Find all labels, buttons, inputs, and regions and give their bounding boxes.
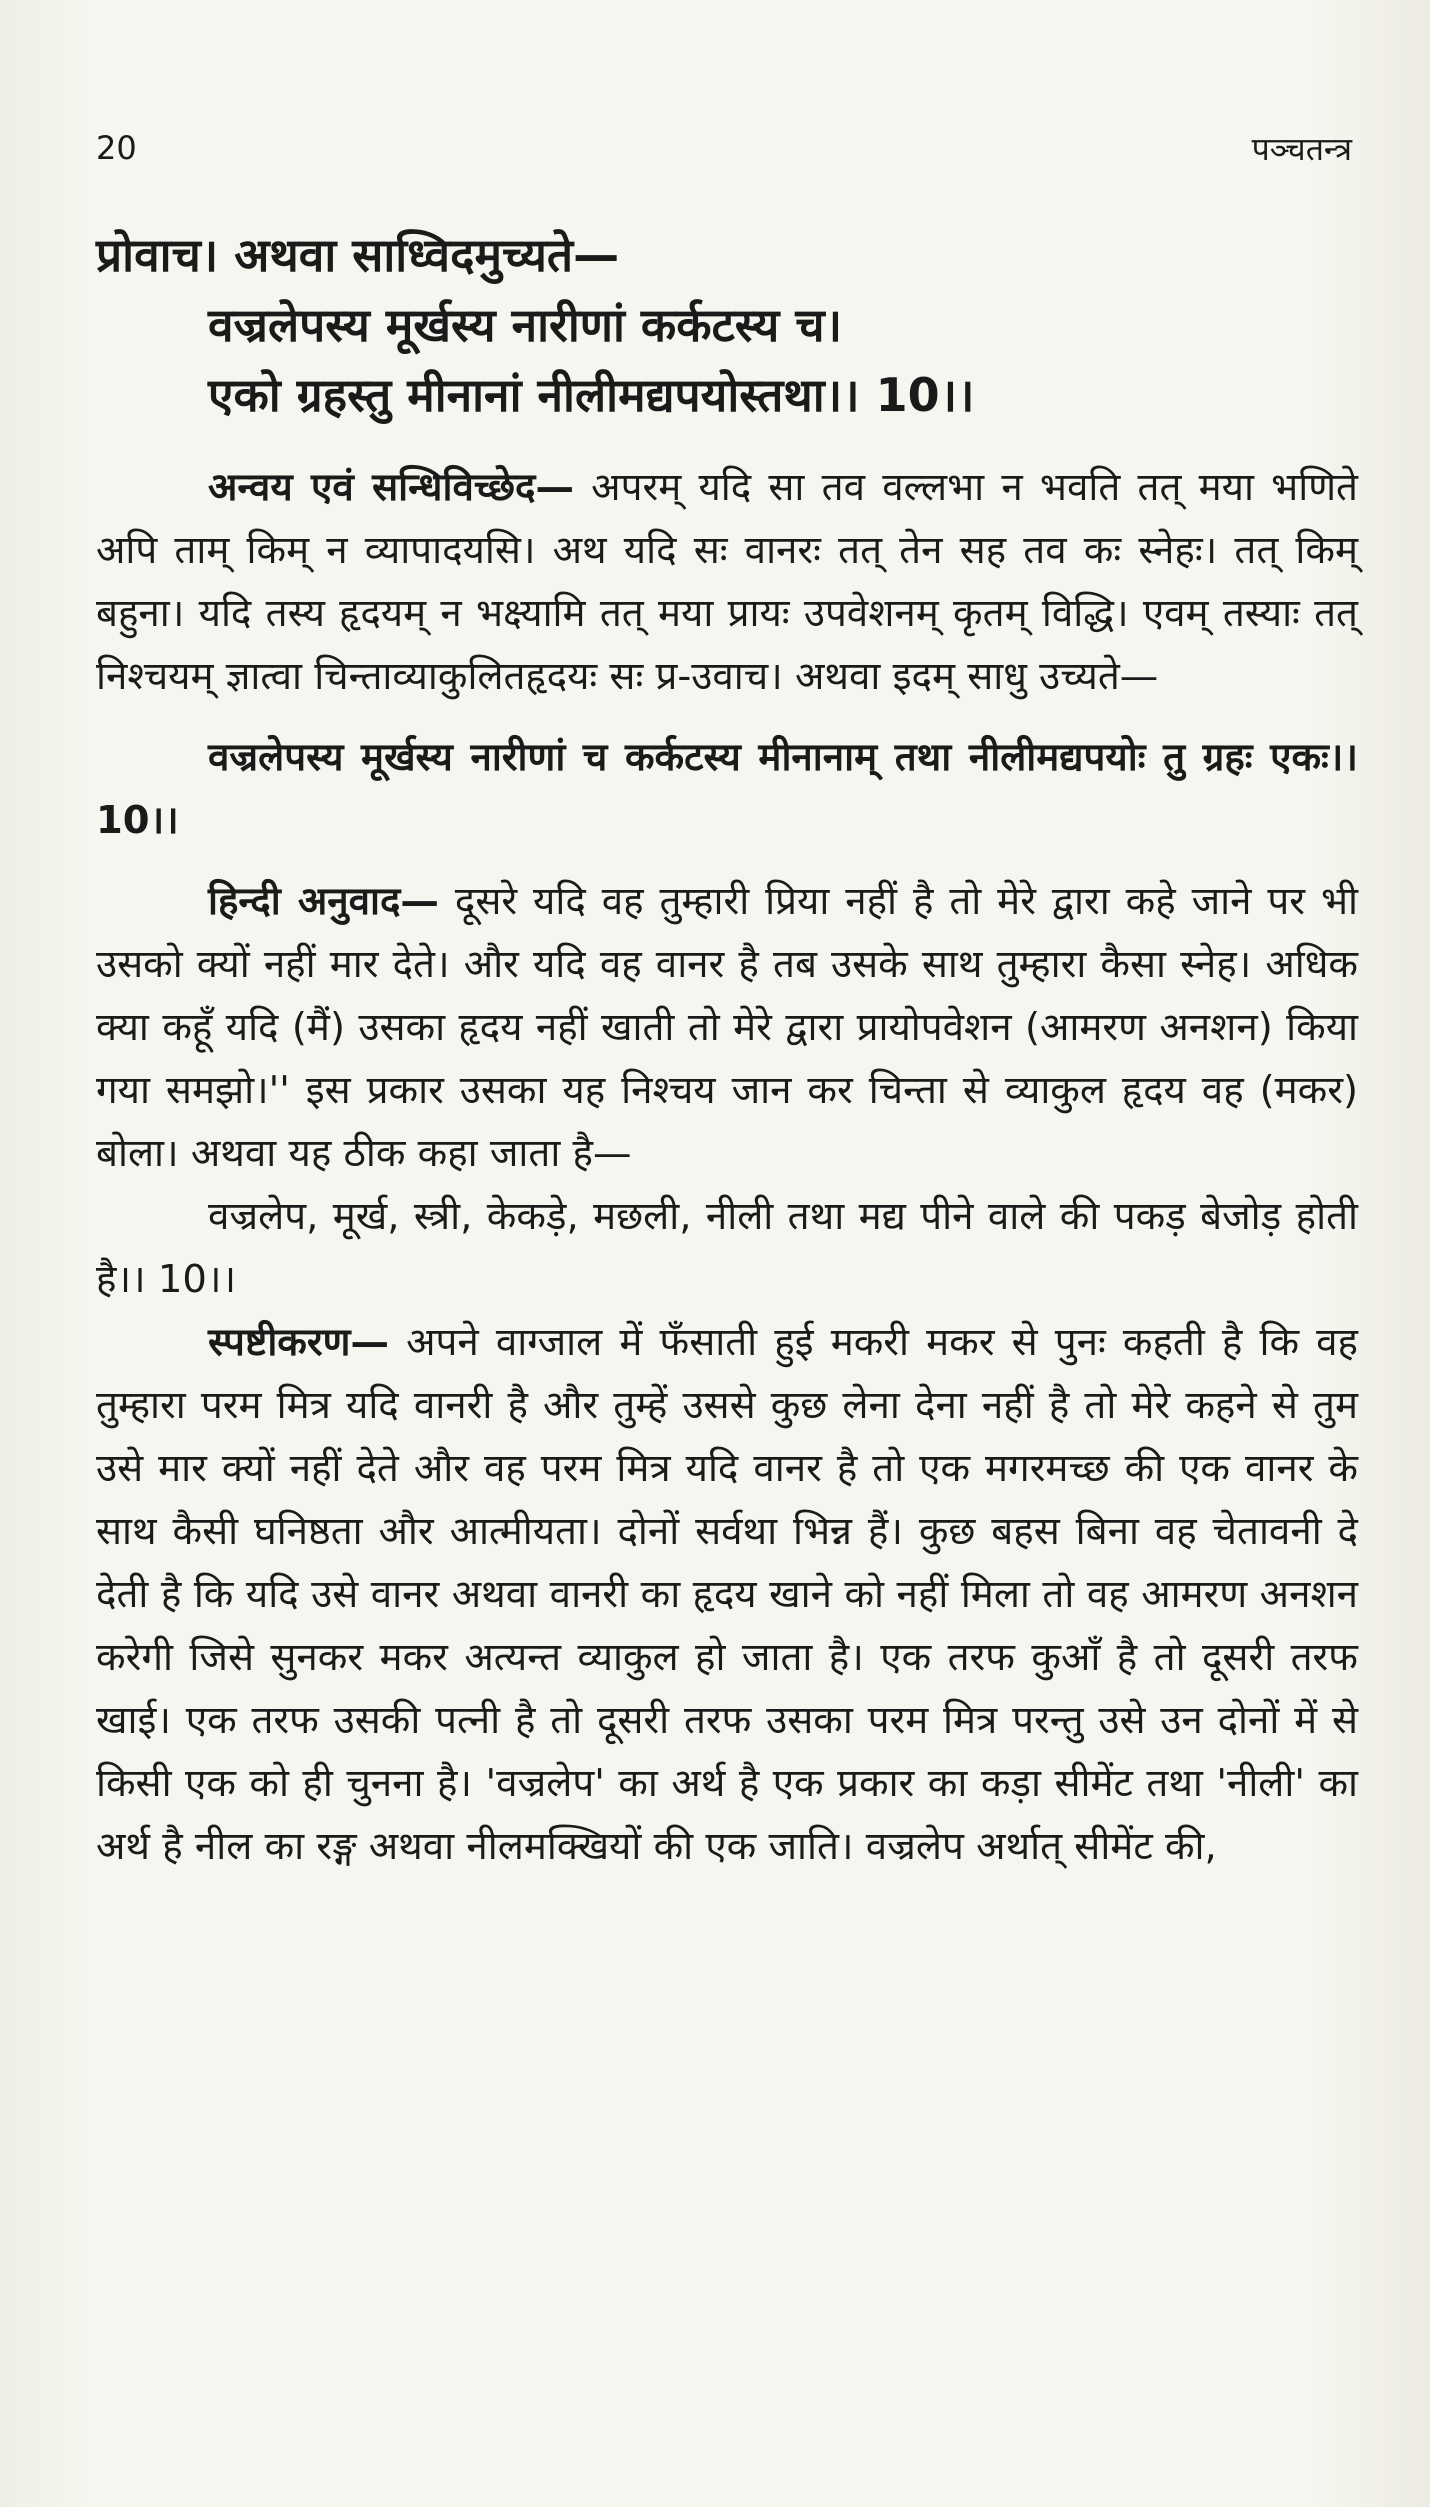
anvaya-text: अपरम् यदि सा तव वल्लभा न भवति तत् मया भणिते अपि ताम् किम् न व्यापादयसि। अथ यदि सः वानरः तत् तेन सह तव कः स्नेहः। तत् किम् बहुना। यदि तस्य हृदयम् न भक्ष्यामि तत् मया प्रायः उपवेशनम् कृतम् विद्धि। एवम् तस्याः तत् निश्चयम् ज्ञात्वा चिन्ताव्याकुलितहृदयः सः प्र-उवाच। अथवा इदम् साधु उच्यते— xyxy=(96,465,1358,699)
hindi-anuvad-paragraph xyxy=(96,870,1358,1185)
book-title: पञ्चतन्त्र xyxy=(1251,129,1352,168)
anvaya-paragraph xyxy=(96,456,1358,708)
hindi-anuvad-label: हिन्दी अनुवाद— xyxy=(208,879,439,924)
spashtikaran-label: स्पष्टीकरण— xyxy=(208,1320,389,1365)
anvaya-verse: वज्रलेपस्य मूर्खस्य नारीणां च कर्कटस्य मीनानाम् तथा नीलीमद्यपयोः तु ग्रहः एकः।। 10।। xyxy=(96,735,1358,843)
hindi-verse: वज्रलेप, मूर्ख, स्त्री, केकड़े, मछली, नीली तथा मद्य पीने वाले की पकड़ बेजोड़ होती है।। 10।। xyxy=(96,1194,1358,1302)
anvaya-label: अन्वय एवं सन्धिविच्छेद— xyxy=(208,465,574,510)
hindi-anuvad-text: दूसरे यदि वह तुम्हारी प्रिया नहीं है तो मेरे द्वारा कहे जाने पर भी उसको क्यों नहीं मार देते। और यदि वह वानर है तब उसके साथ तुम्हारा कैसा स्नेह। अधिक क्या कहूँ यदि (मैं) उसका हृदय नहीं खाती तो मेरे द्वारा प्रायोपवेशन (आमरण अनशन) किया गया समझो।'' इस प्रकार उसका यह निश्चय जान कर चिन्ता से व्याकुल हृदय वह (मकर) बोला। अथवा यह ठीक कहा जाता है— xyxy=(96,879,1359,1176)
page-content xyxy=(96,220,1358,1878)
spashtikaran-text: अपने वाग्जाल में फँसाती हुई मकरी मकर से पुनः कहती है कि वह तुम्हारा परम मित्र यदि वानरी है और तुम्हें उससे कुछ लेना देना नहीं है तो मेरे कहने से तुम उसे मार क्यों नहीं देते और वह परम मित्र यदि वानर है तो एक मगरमच्छ की एक वानर के साथ कैसी घनिष्ठता और आत्मीयता। दोनों सर्वथा भिन्न हैं। कुछ बहस बिना वह चेतावनी दे देती है कि यदि उसे वानर अथवा वानरी का हृदय खाने को नहीं मिला तो वह आमरण अनशन करेगी जिसे सुनकर मकर अत्यन्त व्याकुल हो जाता है। एक तरफ कुआँ है तो दूसरी तरफ खाई। एक तरफ उसकी पत्नी है तो दूसरी तरफ उसका परम मित्र परन्तु उसे उन दोनों में से किसी एक को ही चुनना है। 'वज्रलेप' का अर्थ है एक प्रकार का कड़ा सीमेंट तथा 'नीली' का अर्थ है नील का रङ्ग अथवा नीलमक्खियों की एक जाति। वज्रलेप अर्थात् सीमेंट की, xyxy=(96,1320,1358,1869)
spashtikaran-paragraph xyxy=(96,1311,1358,1878)
sanskrit-verse-line-2: एको ग्रहस्तु मीनानां नीलीमद्यपयोस्तथा।। 10।। xyxy=(208,368,975,422)
sanskrit-intro: प्रोवाच। अथवा साध्विदमुच्यते— xyxy=(96,228,620,282)
sanskrit-verse-line-1: वज्रलेपस्य मूर्खस्य नारीणां कर्कटस्य च। xyxy=(208,298,842,352)
page-number: 20 xyxy=(96,129,137,167)
page-header xyxy=(96,118,1352,178)
